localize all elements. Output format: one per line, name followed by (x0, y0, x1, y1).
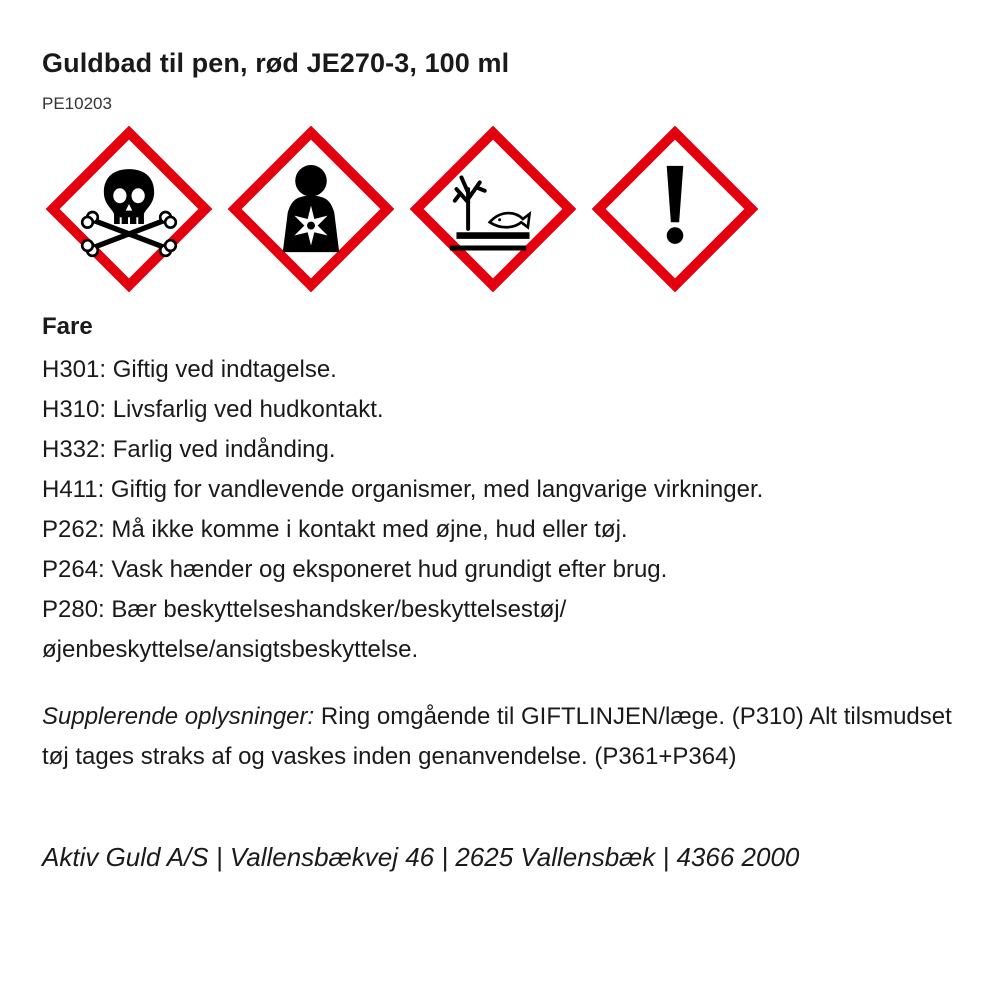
company-info: Aktiv Guld A/S | Vallensbækvej 46 | 2625 Vallensbæk | 4366 2000 (42, 842, 800, 872)
skull-crossbones-icon (46, 126, 212, 292)
product-title: Guldbad til pen, rød JE270-3, 100 ml (42, 48, 510, 78)
statement-p280: P280: Bær beskyttelseshandsker/beskyttelsestøj/ (42, 596, 567, 623)
hazard-pictograms (46, 126, 758, 292)
exclamation-mark-icon (592, 126, 758, 292)
supplementary-info (42, 697, 962, 777)
statement-p280-continued: øjenbeskyttelse/ansigtsbeskyttelse. (42, 636, 419, 663)
supplementary-label: Supplerende oplysninger: (42, 703, 315, 730)
health-hazard-icon (228, 126, 394, 292)
statement-p264: P264: Vask hænder og eksponeret hud grundigt efter brug. (42, 556, 668, 583)
statement-h332: H332: Farlig ved indånding. (42, 436, 336, 463)
signal-word: Fare (42, 313, 93, 340)
supplementary-text: Ring omgående til GIFTLINJEN/læge. (P310) Alt tilsmudset tøj tages straks af og vaskes inden genanvendelse. (P361+P364) (42, 703, 952, 770)
environment-hazard-icon (410, 126, 576, 292)
product-code: PE10203 (42, 94, 112, 113)
statement-h310: H310: Livsfarlig ved hudkontakt. (42, 396, 384, 423)
statement-h411: H411: Giftig for vandlevende organismer, med langvarige virkninger. (42, 476, 764, 503)
statement-p262: P262: Må ikke komme i kontakt med øjne, hud eller tøj. (42, 516, 628, 543)
statement-h301: H301: Giftig ved indtagelse. (42, 356, 337, 383)
hazard-statements (42, 350, 962, 670)
